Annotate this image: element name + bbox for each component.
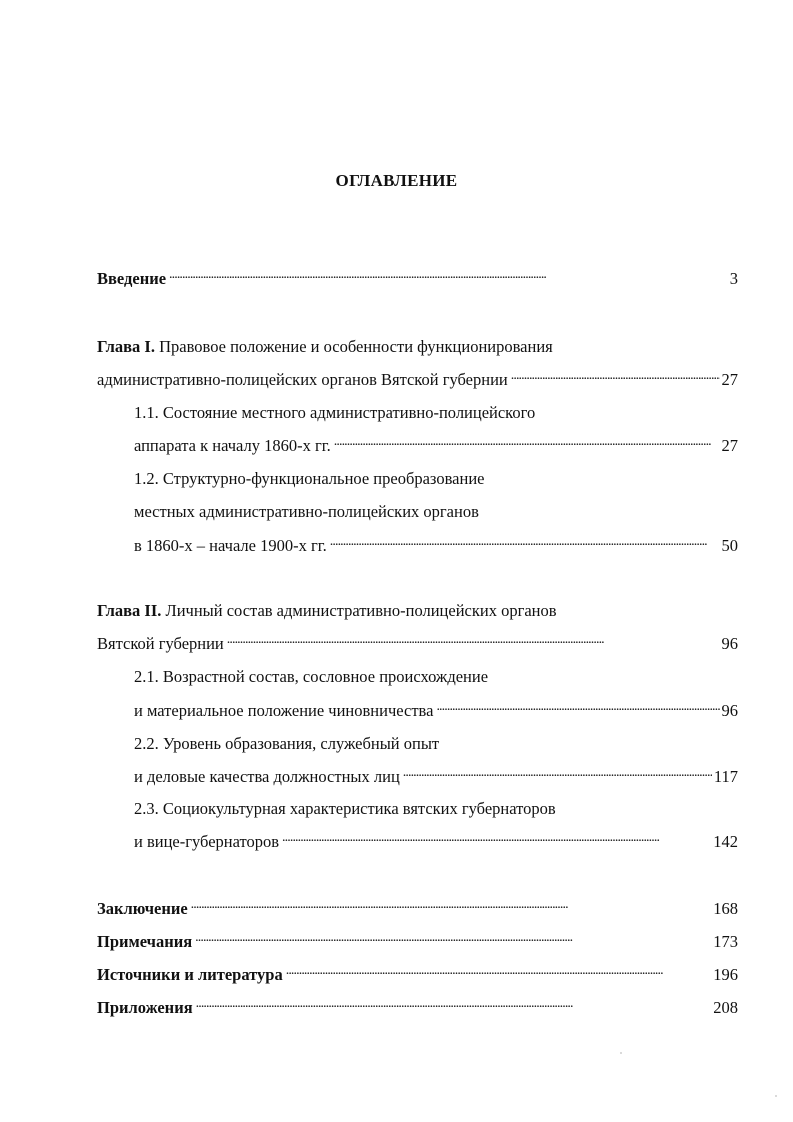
section-title: 2.2. Уровень образования, служебный опыт [134, 734, 440, 753]
page-number: 142 [713, 832, 738, 851]
toc-chapter-1[interactable] [97, 370, 738, 390]
scan-speck [620, 1052, 622, 1054]
toc-entry-label: Заключение [97, 899, 188, 918]
page-number: 3 [729, 269, 738, 288]
section-title-cont: и деловые качества должностных лиц [134, 767, 400, 786]
toc-entry-notes[interactable] [97, 932, 738, 952]
page-number: 96 [721, 701, 738, 720]
dot-leader [191, 900, 712, 914]
dot-leader [196, 999, 712, 1013]
toc-section-2-2-title[interactable] [134, 734, 439, 754]
section-title-cont: и материальное положение чиновничества [134, 701, 434, 720]
toc-entry-label: Источники и литература [97, 965, 283, 984]
section-title-cont: и вице-губернаторов [134, 832, 280, 851]
dot-leader [334, 437, 720, 451]
toc-entry-label: Введение [97, 269, 167, 288]
toc-entry-label: Приложения [97, 998, 193, 1017]
page-title: ОГЛАВЛЕНИЕ [335, 171, 458, 190]
toc-chapter-1-title[interactable] [97, 337, 553, 357]
dot-leader [403, 768, 712, 782]
page-number: 173 [713, 932, 738, 951]
dot-leader [227, 635, 720, 649]
toc-entry-conclusion[interactable] [97, 899, 738, 919]
toc-chapter-2-title[interactable] [97, 601, 557, 621]
chapter-title-cont: Вятской губернии [97, 634, 224, 653]
dot-leader [330, 537, 720, 551]
toc-section-2-1-title[interactable] [134, 667, 488, 687]
toc-entry-intro[interactable] [97, 269, 738, 289]
toc-section-1-1[interactable] [134, 436, 738, 456]
dot-leader [169, 270, 728, 284]
toc-section-1-2[interactable] [134, 536, 738, 556]
toc-section-2-1[interactable] [134, 701, 738, 721]
section-title: 1.2. Структурно-функциональное преобразование [134, 469, 485, 488]
page-number: 50 [721, 536, 738, 555]
page-number: 196 [713, 965, 738, 984]
toc-section-1-1-title[interactable] [134, 403, 535, 423]
page-number: 27 [721, 370, 738, 389]
toc-entry-sources[interactable] [97, 965, 738, 985]
section-title-cont: аппарата к началу 1860-х гг. [134, 436, 331, 455]
dot-leader [436, 702, 719, 716]
chapter-title-cont: административно-полицейских органов Вятской губернии [97, 370, 508, 389]
dot-leader [195, 933, 711, 947]
page-number: 168 [713, 899, 738, 918]
chapter-label: Глава I. [97, 337, 155, 356]
toc-entry-appendices[interactable] [97, 998, 738, 1018]
chapter-label: Глава II. [97, 601, 162, 620]
dot-leader [286, 966, 712, 980]
section-title: 2.3. Социокультурная характеристика вятских губернаторов [134, 799, 556, 818]
chapter-title: Правовое положение и особенности функционирования [154, 337, 553, 356]
page-number: 208 [713, 998, 738, 1017]
toc-section-2-2[interactable] [134, 767, 738, 787]
scan-speck [775, 1095, 777, 1097]
page-number: 117 [713, 767, 738, 786]
page-number: 96 [721, 634, 738, 653]
dot-leader [282, 833, 711, 847]
toc-section-2-3[interactable] [134, 832, 738, 852]
page-number: 27 [721, 436, 738, 455]
toc-section-1-2-title-cont[interactable] [134, 502, 479, 522]
chapter-title: Личный состав административно-полицейских органов [161, 601, 557, 620]
toc-chapter-2[interactable] [97, 634, 738, 654]
toc-entry-label: Примечания [97, 932, 193, 951]
dot-leader [511, 371, 720, 385]
toc-section-2-3-title[interactable] [134, 799, 556, 819]
section-title: 1.1. Состояние местного административно-полицейского [134, 403, 536, 422]
toc-section-1-2-title[interactable] [134, 469, 484, 489]
section-title-cont: местных административно-полицейских органов [134, 502, 479, 521]
section-title: 2.1. Возрастной состав, сословное происхождение [134, 667, 489, 686]
section-title-cont: в 1860-х – начале 1900-х гг. [134, 536, 327, 555]
